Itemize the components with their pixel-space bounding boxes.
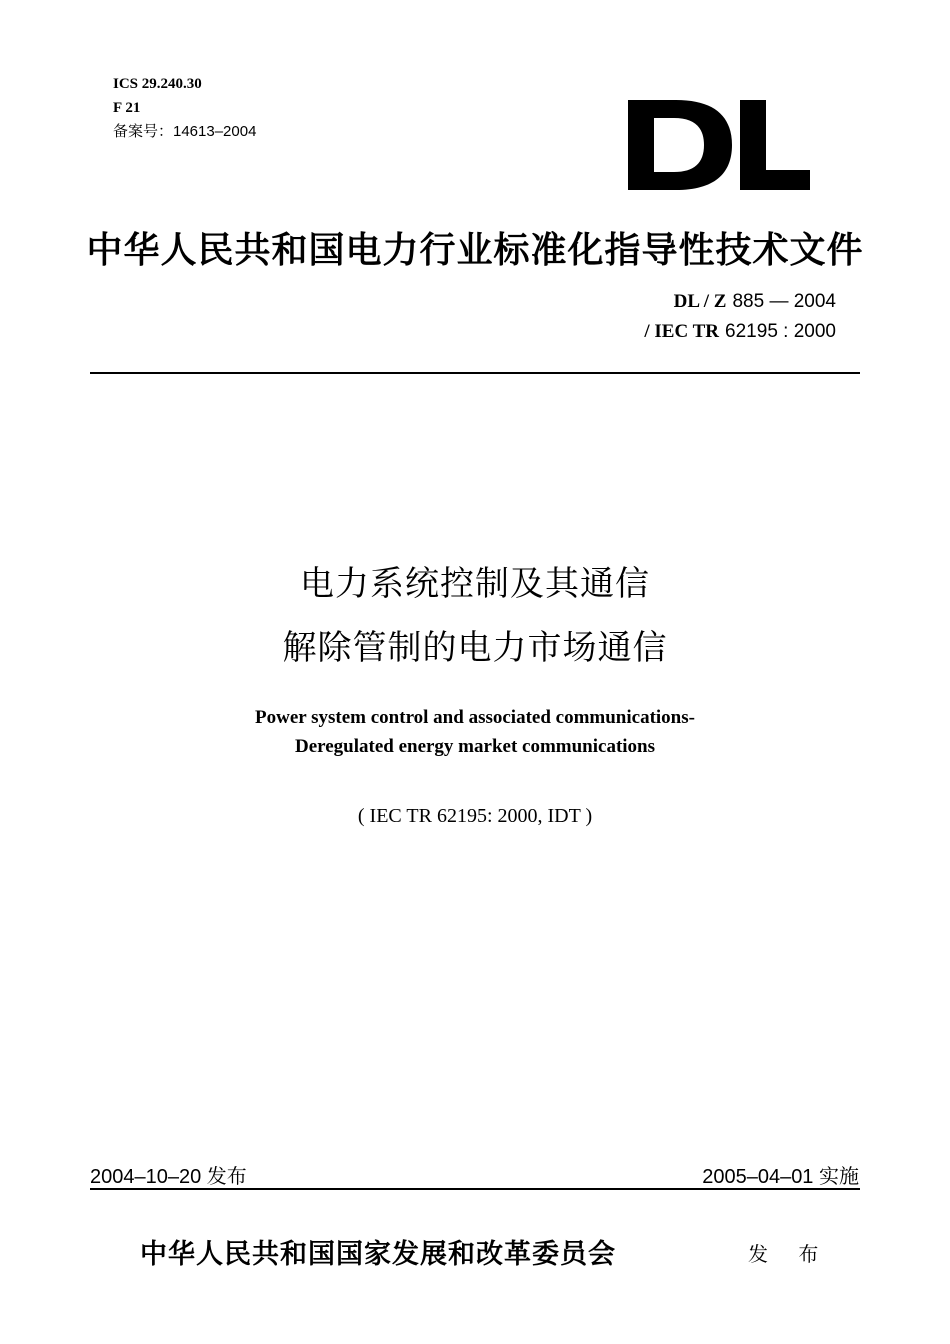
equivalence-note: ( IEC TR 62195: 2000, IDT ) — [357, 805, 593, 827]
standard-code-number: 885 — 2004 — [732, 291, 836, 312]
document-type-heading: 中华人民共和国电力行业标准化指导性技术文件 — [86, 229, 864, 271]
title-cn-line-2: 解除管制的电力市场通信 — [282, 628, 668, 668]
header-divider — [90, 372, 860, 374]
dl-logo-letter-l — [740, 100, 810, 190]
title-en-line-2: Deregulated energy market communications — [294, 736, 656, 757]
publish-date: 2004–10–20 发布 — [90, 1166, 247, 1188]
header-meta — [113, 72, 256, 144]
dl-logo — [628, 100, 810, 190]
implement-date: 2005–04–01 实施 — [702, 1166, 859, 1188]
publisher-name: 中华人民共和国国家发展和改革委员会 — [140, 1239, 616, 1270]
title-en-line-1: Power system control and associated communications- — [255, 707, 695, 728]
iec-code-prefix: / IEC TR — [644, 321, 719, 342]
title-cn-line-1: 电力系统控制及其通信 — [300, 564, 650, 604]
standard-code-line-1 — [674, 290, 836, 313]
footer-divider — [90, 1188, 860, 1190]
record-number: 备案号：14613–2004 — [113, 123, 257, 140]
classification-code: F 21 — [113, 100, 141, 116]
standard-code-line-2 — [644, 320, 836, 343]
dl-logo-letter-d — [628, 100, 732, 190]
publisher-action: 发 布 — [748, 1242, 831, 1266]
iec-code-number: 62195 : 2000 — [725, 321, 836, 342]
ics-code: ICS 29.240.30 — [113, 76, 202, 92]
standard-code-prefix: DL / Z — [673, 291, 727, 312]
